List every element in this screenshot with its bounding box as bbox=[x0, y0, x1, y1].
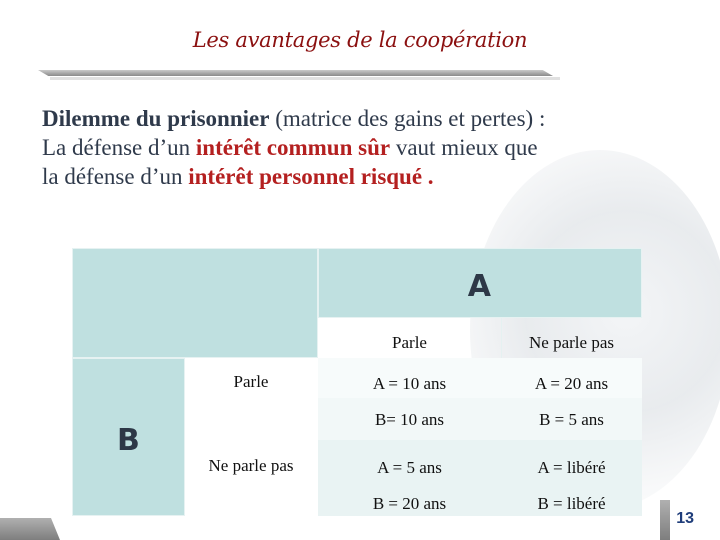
cell-neparle-parle-b: B = 20 ans bbox=[372, 494, 447, 513]
intro-line-3-start: la défense d’un bbox=[42, 164, 189, 189]
footer-bar-left bbox=[0, 518, 60, 540]
matrix-corner-cell bbox=[72, 248, 318, 358]
payoff-matrix bbox=[72, 248, 642, 516]
slide-title: Les avantages de la coopération bbox=[192, 28, 528, 52]
title-underline-shadow bbox=[50, 77, 560, 80]
intro-text bbox=[42, 104, 702, 191]
cell-parle-parle-a: A = 10 ans bbox=[372, 374, 447, 393]
intro-line-3 bbox=[42, 162, 702, 191]
intro-line-2-start: La défense d’un bbox=[42, 135, 196, 160]
cell-neparle-neparle-b: B = libéré bbox=[537, 494, 606, 513]
intro-line-2-end: vaut mieux que bbox=[390, 135, 538, 160]
intro-line-1 bbox=[42, 104, 702, 133]
column-header-parle: Parle bbox=[392, 333, 427, 352]
intro-line-1-rest: (matrice des gains et pertes) : bbox=[269, 106, 546, 131]
row-header-parle: Parle bbox=[233, 372, 269, 391]
cell-parle-neparle-b: B = 5 ans bbox=[539, 410, 604, 429]
cell-parle-neparle-a: A = 20 ans bbox=[534, 374, 609, 393]
cell-neparle-parle-a: A = 5 ans bbox=[377, 458, 442, 477]
cell-parle-parle-b: B= 10 ans bbox=[374, 410, 445, 429]
intro-emphasis-common: intérêt commun sûr bbox=[195, 135, 391, 160]
intro-bold-term: Dilemme du prisonnier bbox=[42, 106, 270, 131]
player-a-header bbox=[318, 248, 642, 318]
row-header-ne-parle-pas: Ne parle pas bbox=[208, 456, 294, 475]
column-header-ne-parle-pas: Ne parle pas bbox=[529, 333, 614, 352]
footer-bar-right bbox=[660, 500, 670, 540]
title-underline bbox=[38, 70, 553, 76]
intro-line-2 bbox=[42, 133, 702, 162]
player-a-label: A bbox=[467, 269, 491, 304]
intro-emphasis-personal: intérêt personnel risqué . bbox=[188, 164, 434, 189]
player-b-header bbox=[72, 358, 185, 516]
page-number: 13 bbox=[676, 510, 694, 527]
player-b-label: B bbox=[117, 423, 140, 458]
cell-neparle-neparle-a: A = libéré bbox=[537, 458, 606, 477]
